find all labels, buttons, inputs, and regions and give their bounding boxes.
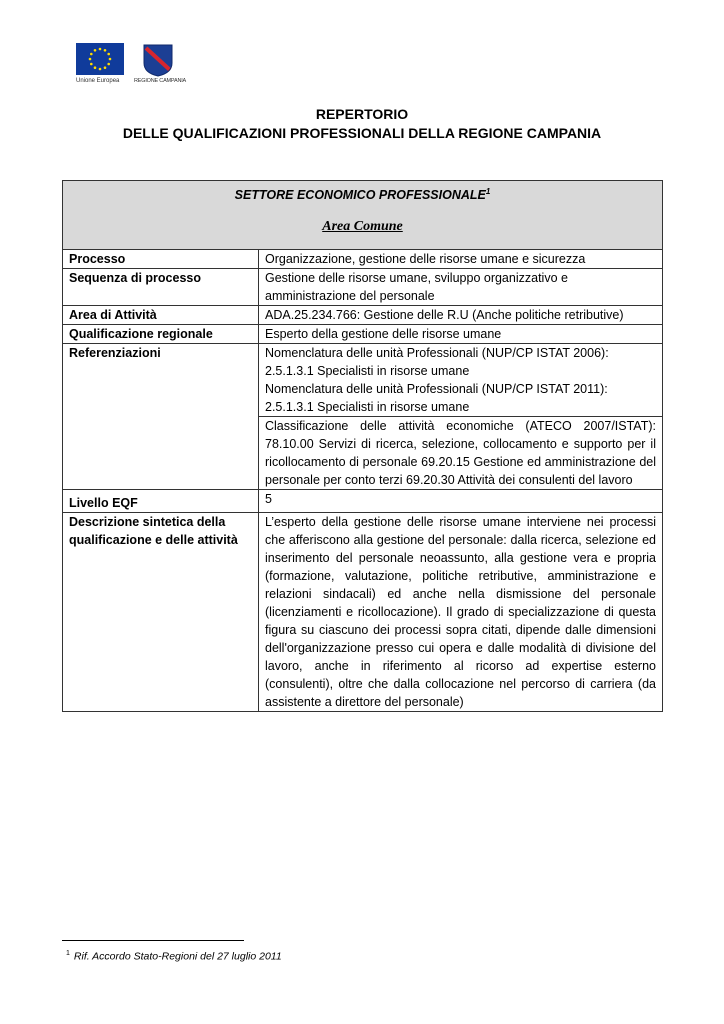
area-heading: Area Comune — [322, 219, 403, 235]
nup-2006-code: 2.5.1.3.1 Specialisti in risorse umane — [265, 364, 470, 378]
sector-header-cell — [63, 181, 663, 250]
sequenza-label: Sequenza di processo — [63, 269, 259, 306]
eu-caption: Unione Europea — [76, 78, 120, 84]
document-title-line2: DELLE QUALIFICAZIONI PROFESSIONALI DELLA REGIONE CAMPANIA — [122, 125, 602, 141]
eu-flag-logo — [76, 43, 124, 75]
table-row-livello — [63, 490, 663, 513]
sector-heading-text: SETTORE ECONOMICO PROFESSIONALE — [234, 188, 486, 203]
header-logos — [76, 43, 186, 87]
sector-heading — [69, 183, 656, 204]
descrizione-value: L’esperto della gestione delle risorse umane interviene nei processi che afferiscono alla gestione del personale: dalla ricerca, selezione ed inserimento del personale neoassunto, alla gestione vera e propria (formazione, valutazione, politiche retributive, amministrazione e relazioni sindacali) ed anche nella dismissione del personale (licenziamenti e ricollocazione). Il grado di specializzazione di questa figura su ciascuno dei processi sopra citati, dipende dalle dimensioni dell'organizzazione presso cui opera e dalle modalità di divisione del lavoro, anche in riferimento al ricorso ad expertise esterno (consulenti), oltre che dalla collocazione nel percorso di carriera (da assistente a direttore del personale) — [259, 513, 663, 712]
footnote-separator — [62, 940, 244, 941]
qualification-table — [62, 180, 663, 712]
table-row-referenziazioni — [63, 344, 663, 417]
livello-value: 5 — [259, 490, 663, 513]
table-row-descrizione — [63, 513, 663, 712]
livello-label: Livello EQF — [63, 490, 259, 513]
processo-label: Processo — [63, 250, 259, 269]
table-row-qualificazione — [63, 325, 663, 344]
footnote — [66, 947, 282, 964]
table-row-processo — [63, 250, 663, 269]
area-attivita-value: ADA.25.234.766: Gestione delle R.U (Anche politiche retributive) — [259, 306, 663, 325]
table-row-area-attivita — [63, 306, 663, 325]
referenziazioni-nup-cell — [259, 344, 663, 417]
nup-2011-title: Nomenclatura delle unità Professionali (NUP/CP ISTAT 2011): — [265, 382, 608, 396]
document-title-line1: REPERTORIO — [315, 106, 409, 122]
processo-value: Organizzazione, gestione delle risorse umane e sicurezza — [259, 250, 663, 269]
ateco-value: Classificazione delle attività economiche (ATECO 2007/ISTAT): 78.10.00 Servizi di ricerca, selezione, collocamento e supporto per il ricollocamento di personale 69.20.15 Gestione ed amministrazione del personale per conto terzi 69.20.30 Attività dei consulenti del lavoro — [259, 417, 663, 490]
descrizione-label: Descrizione sintetica della qualificazione e delle attività — [63, 513, 259, 712]
footnote-ref: 1 — [485, 187, 491, 196]
regione-campania-logo — [135, 43, 181, 77]
nup-2011-code: 2.5.1.3.1 Specialisti in risorse umane — [265, 400, 470, 414]
campania-caption: REGIONE CAMPANIA — [134, 78, 187, 84]
footnote-text: Rif. Accordo Stato-Regioni del 27 luglio 2011 — [73, 950, 282, 963]
footnote-number: 1 — [66, 950, 70, 957]
table-header-row — [63, 181, 663, 250]
table-row-sequenza — [63, 269, 663, 306]
sequenza-value: Gestione delle risorse umane, sviluppo organizzativo e amministrazione del personale — [259, 269, 663, 306]
nup-2006-title: Nomenclatura delle unità Professionali (NUP/CP ISTAT 2006): — [265, 346, 609, 360]
referenziazioni-label: Referenziazioni — [63, 344, 259, 490]
qualificazione-value: Esperto della gestione delle risorse umane — [259, 325, 663, 344]
area-attivita-label: Area di Attività — [63, 306, 259, 325]
qualificazione-label: Qualificazione regionale — [63, 325, 259, 344]
